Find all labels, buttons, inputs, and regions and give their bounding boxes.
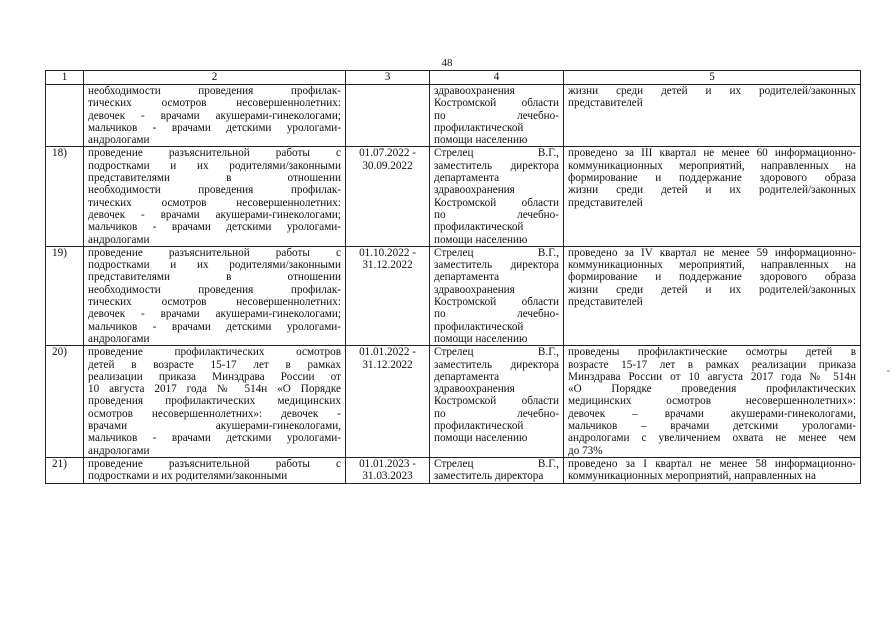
scan-mark: [887, 370, 890, 372]
column-header: 3: [346, 71, 430, 85]
result-line: Минздрава России от 10 августа 2017 года № 514н: [568, 370, 856, 383]
result-line: жизни среди детей и их родителей/законных: [568, 283, 856, 296]
dates-line: 31.03.2023: [362, 470, 413, 483]
measure-line: проведение разъяснительной работы с: [88, 147, 341, 160]
responsible-line: заместитель директора: [434, 470, 544, 483]
measure-line: проведение разъяснительной работы с: [88, 246, 341, 259]
responsible-line: здравоохранения: [434, 383, 515, 396]
responsible-line: помощи населению: [434, 233, 528, 246]
dates-line: 30.09.2022: [362, 159, 413, 172]
responsible-line: заместитель директора: [434, 259, 559, 272]
measure-line: андрологами: [88, 444, 150, 457]
column-number-header-row: [46, 71, 861, 85]
responsible-line: заместитель директора: [434, 159, 559, 172]
measure-line: мальчиков - врачами детскими урологами-: [88, 320, 341, 333]
responsible-line: Костромской области: [434, 196, 559, 209]
responsible-line: Костромской области: [434, 97, 559, 110]
dates-cell: [346, 457, 430, 483]
measure-line: необходимости проведения профилак-: [88, 85, 341, 97]
responsible-line: помощи населению: [434, 432, 528, 445]
result-line: проведено за IV квартал не менее 59 информационно-: [568, 246, 856, 259]
measure-line: врачами акушерами-гинекологами,: [88, 420, 341, 433]
table-row: [46, 246, 861, 345]
responsible-line: профилактической: [434, 320, 524, 333]
measure-line: девочек - врачами акушерами-гинекологами;: [88, 208, 341, 221]
responsible-line: Стрелец В.Г.,: [434, 246, 559, 259]
responsible-cell: [430, 147, 564, 246]
row-number-cell: 20): [46, 346, 84, 458]
measure-cell: [84, 457, 346, 483]
responsible-cell: [430, 457, 564, 483]
responsible-line: здравоохранения: [434, 85, 515, 97]
result-line: жизни среди детей и их родителей/законных: [568, 85, 856, 97]
responsible-line: департамента: [434, 271, 500, 284]
responsible-line: по лечебно-: [434, 208, 559, 221]
dates-cell: [346, 147, 430, 246]
responsible-cell: [430, 85, 564, 147]
result-line: возрасте 15-17 лет в рамках реализации приказа: [568, 358, 856, 371]
responsible-line: профилактической: [434, 420, 524, 433]
responsible-line: здравоохранения: [434, 184, 515, 197]
dates-cell: [346, 85, 430, 147]
responsible-cell: [430, 246, 564, 345]
result-line: жизни среди детей и их родителей/законных: [568, 184, 856, 197]
measure-line: андрологами: [88, 233, 150, 246]
responsible-line: департамента: [434, 172, 500, 185]
measures-table: [45, 70, 861, 484]
result-cell: [564, 147, 861, 246]
dates-line: 31.12.2022: [362, 259, 413, 272]
measure-line: 10 августа 2017 года № 514н «О Порядке: [88, 383, 341, 396]
measure-line: осмотров несовершеннолетних»: девочек -: [88, 407, 341, 420]
result-line: коммуникационных мероприятий, направленных на: [568, 470, 816, 483]
column-header: 5: [564, 71, 861, 85]
result-line: представителей: [568, 296, 643, 309]
measure-line: тических осмотров несовершеннолетних:: [88, 97, 341, 110]
measure-line: представителями в отношении: [88, 172, 341, 185]
row-number-cell: [46, 85, 84, 147]
row-number-cell: 18): [46, 147, 84, 246]
page-number: 48: [441, 57, 453, 69]
measure-line: андрологами: [88, 332, 150, 345]
responsible-line: Костромской области: [434, 395, 559, 408]
measure-line: проведения профилактических медицинских: [88, 395, 341, 408]
column-header: 1: [46, 71, 84, 85]
row-number-cell: 21): [46, 457, 84, 483]
column-header: 2: [84, 71, 346, 85]
responsible-line: Стрелец В.Г.,: [434, 346, 559, 359]
measure-cell: [84, 147, 346, 246]
measure-line: необходимости проведения профилак-: [88, 184, 341, 197]
responsible-line: по лечебно-: [434, 407, 559, 420]
responsible-cell: [430, 346, 564, 458]
measure-line: проведение разъяснительной работы с: [88, 457, 341, 470]
measure-line: реализации приказа Минздрава России от: [88, 370, 341, 383]
responsible-line: помощи населению: [434, 134, 528, 147]
dates-line: 31.12.2022: [362, 358, 413, 371]
result-line: представителей: [568, 97, 643, 110]
responsible-line: заместитель директора: [434, 358, 559, 371]
responsible-line: Костромской области: [434, 296, 559, 309]
result-line: андрологами с увеличением охвата не менее чем: [568, 432, 856, 445]
result-line: «О Порядке проведения профилактических: [568, 383, 856, 396]
measure-line: проведение профилактических осмотров: [88, 346, 341, 359]
responsible-line: Стрелец В.Г.,: [434, 457, 559, 470]
column-header: 4: [430, 71, 564, 85]
responsible-line: профилактической: [434, 221, 524, 234]
row-number-cell: 19): [46, 246, 84, 345]
measure-cell: [84, 346, 346, 458]
dates-cell: [346, 246, 430, 345]
responsible-line: департамента: [434, 370, 500, 383]
result-line: представителей: [568, 196, 643, 209]
responsible-line: здравоохранения: [434, 283, 515, 296]
measure-line: подростками и их родителями/законными: [88, 159, 341, 172]
result-line: коммуникационных мероприятий, направленных на: [568, 259, 856, 272]
measure-line: подростками и их родителями/законными: [88, 259, 341, 272]
result-line: коммуникационных мероприятий, направленных на: [568, 159, 856, 172]
dates-line: 01.10.2022 -: [359, 246, 416, 259]
table-row: [46, 457, 861, 483]
result-cell: [564, 457, 861, 483]
result-line: проведено за III квартал не менее 60 информационно-: [568, 147, 856, 160]
dates-line: 01.01.2022 -: [359, 346, 416, 359]
result-line: медицинских осмотров несовершеннолетних»:: [568, 395, 856, 408]
measure-line: мальчиков - врачами детскими урологами-: [88, 221, 341, 234]
result-cell: [564, 346, 861, 458]
result-line: девочек – врачами акушерами-гинекологами,: [568, 407, 856, 420]
measure-line: девочек - врачами акушерами-гинекологами;: [88, 308, 341, 321]
responsible-line: по лечебно-: [434, 109, 559, 122]
result-cell: [564, 85, 861, 147]
table-row: [46, 346, 861, 458]
result-line: проведено за I квартал не менее 58 информационно-: [568, 457, 856, 470]
dates-line: 01.07.2022 -: [359, 147, 416, 160]
responsible-line: профилактической: [434, 121, 524, 134]
measure-cell: [84, 85, 346, 147]
responsible-line: Стрелец В.Г.,: [434, 147, 559, 160]
measure-cell: [84, 246, 346, 345]
measure-line: тических осмотров несовершеннолетних:: [88, 296, 341, 309]
measure-line: тических осмотров несовершеннолетних:: [88, 196, 341, 209]
measure-line: представителями в отношении: [88, 271, 341, 284]
measure-line: подростками и их родителями/законными: [88, 470, 288, 483]
result-line: формирование и поддержание здорового образа: [568, 271, 856, 284]
result-line: мальчиков – врачами детскими урологами-: [568, 420, 856, 433]
measure-line: мальчиков - врачами детскими урологами-: [88, 432, 341, 445]
result-line: формирование и поддержание здорового образа: [568, 172, 856, 185]
responsible-line: по лечебно-: [434, 308, 559, 321]
dates-line: 01.01.2023 -: [359, 457, 416, 470]
measure-line: мальчиков - врачами детскими урологами-: [88, 121, 341, 134]
table-row: [46, 85, 861, 147]
measure-line: детей в возрасте 15-17 лет в рамках: [88, 358, 341, 371]
measure-line: андрологами: [88, 134, 150, 147]
result-line: проведены профилактические осмотры детей в: [568, 346, 856, 359]
table-row: [46, 147, 861, 246]
responsible-line: помощи населению: [434, 332, 528, 345]
result-cell: [564, 246, 861, 345]
measure-line: девочек - врачами акушерами-гинекологами;: [88, 109, 341, 122]
measure-line: необходимости проведения профилак-: [88, 283, 341, 296]
result-line: до 73%: [568, 444, 603, 457]
dates-cell: [346, 346, 430, 458]
